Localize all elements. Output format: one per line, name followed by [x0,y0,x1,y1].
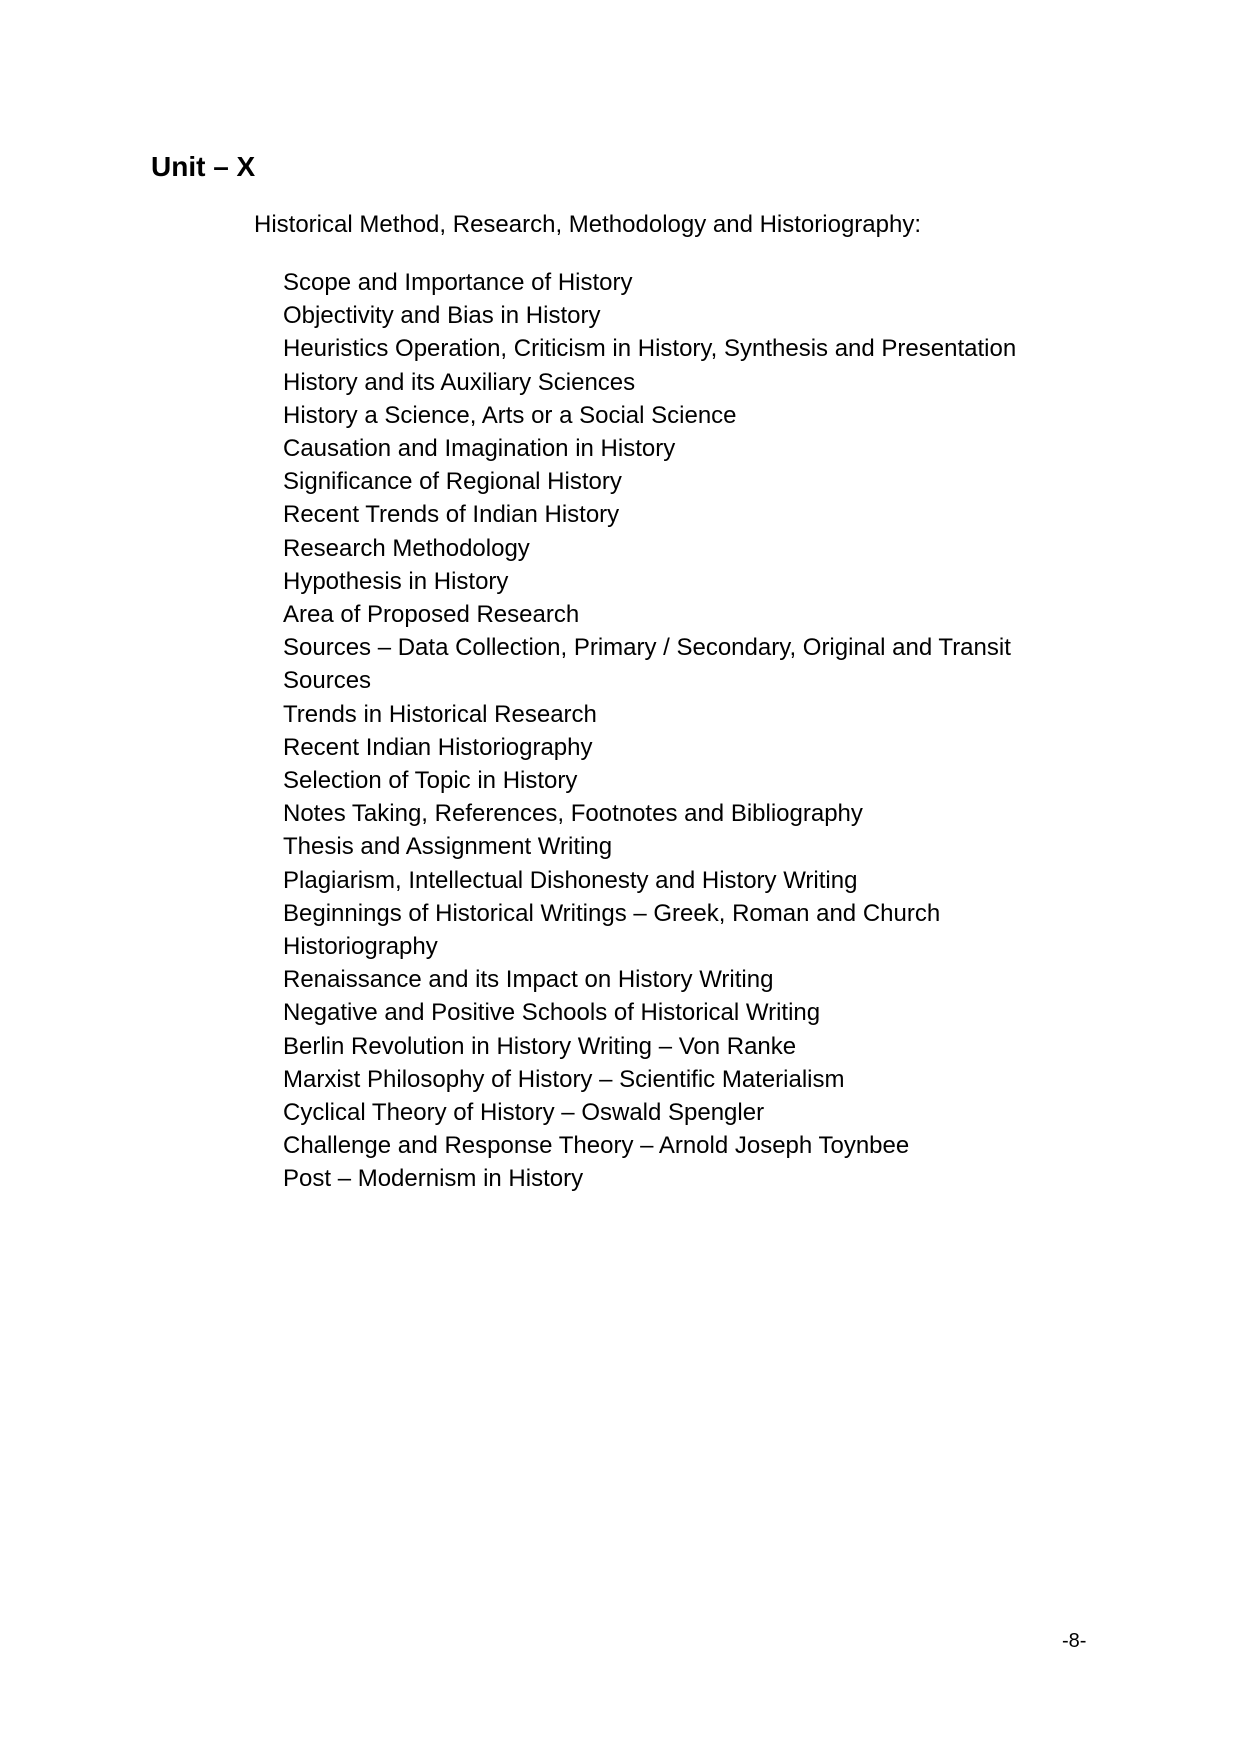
topic-item: Sources – Data Collection, Primary / Secondary, Original and Transit [283,634,1011,662]
topic-item: Historiography [283,933,438,961]
topic-item: Objectivity and Bias in History [283,302,601,330]
topic-item: Post – Modernism in History [283,1165,584,1193]
section-title: Historical Method, Research, Methodology and Historiography: [254,211,921,238]
topic-item: Plagiarism, Intellectual Dishonesty and History Writing [283,866,858,894]
topic-item: Sources [283,667,372,695]
topic-item: Recent Trends of Indian History [283,501,620,529]
topic-item: Recent Indian Historiography [283,733,593,761]
topic-item: Cyclical Theory of History – Oswald Spengler [283,1099,765,1127]
topic-item: Hypothesis in History [283,567,509,595]
topic-list [283,266,1083,1196]
topic-item: History a Science, Arts or a Social Science [283,401,737,429]
topic-item: Marxist Philosophy of History – Scientific Materialism [283,1065,845,1093]
topic-item: Thesis and Assignment Writing [283,833,613,861]
page-number: -8- [1062,1630,1087,1652]
topic-item: Significance of Regional History [283,468,622,496]
topic-item: Negative and Positive Schools of Historical Writing [283,999,821,1027]
topic-item: Scope and Importance of History [283,269,633,296]
topic-item: Trends in Historical Research [283,700,597,728]
topic-item: Beginnings of Historical Writings – Greek, Roman and Church [283,899,941,927]
unit-heading: Unit – X [151,151,256,182]
topic-item: History and its Auxiliary Sciences [283,368,636,396]
topic-item: Notes Taking, References, Footnotes and Bibliography [283,800,863,828]
topic-item: Causation and Imagination in History [283,435,676,463]
topic-item: Heuristics Operation, Criticism in History, Synthesis and Presentation [283,335,1017,363]
topic-item: Renaissance and its Impact on History Writing [283,966,774,994]
topic-item: Area of Proposed Research [283,601,580,629]
topic-item: Selection of Topic in History [283,767,578,795]
topic-item: Berlin Revolution in History Writing – Von Ranke [283,1032,797,1060]
topic-item: Research Methodology [283,534,530,562]
topic-item: Challenge and Response Theory – Arnold Joseph Toynbee [283,1132,910,1160]
